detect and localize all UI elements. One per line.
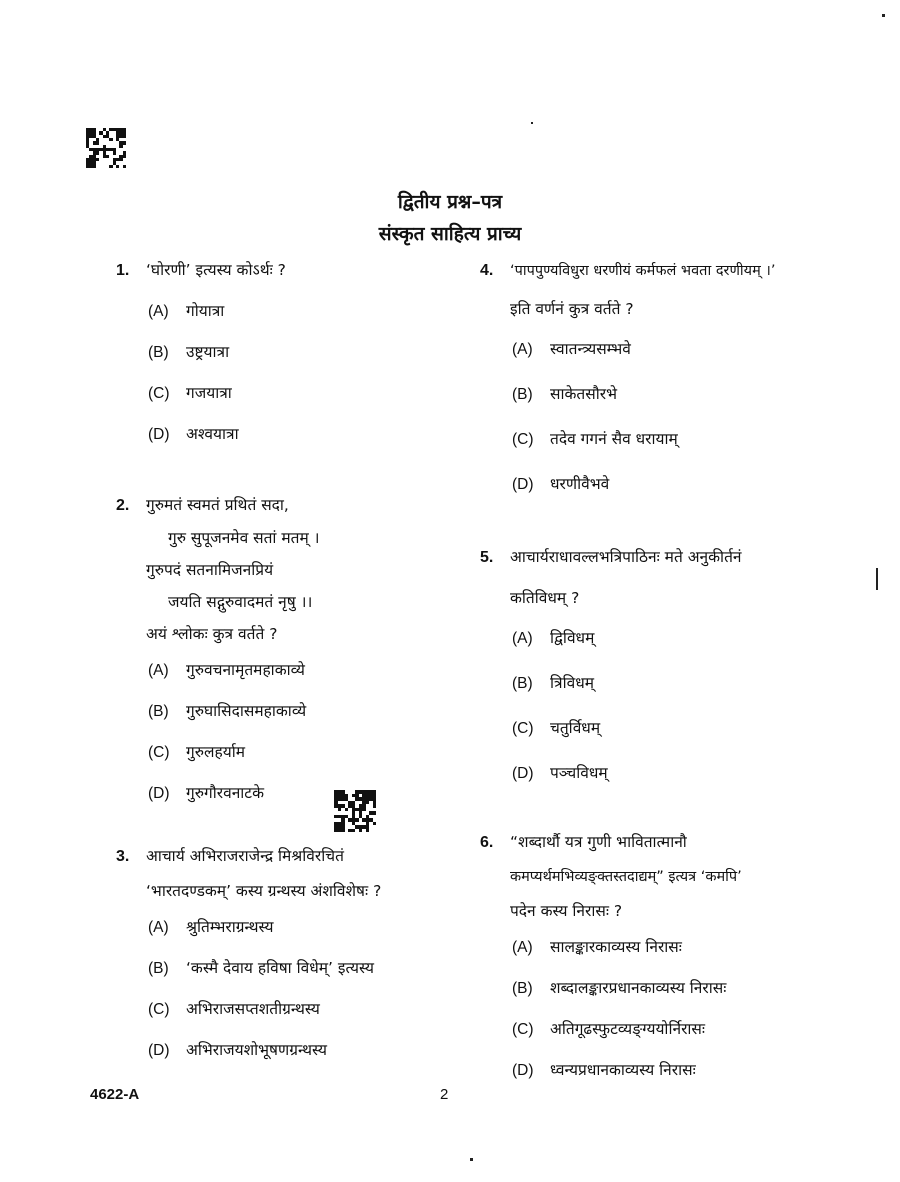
option-b[interactable]: (B) शब्दालङ्कारप्रधानकाव्यस्य निरासः: [512, 979, 727, 997]
question-3: [116, 842, 381, 1065]
option-c[interactable]: (C) अभिराजसप्तशतीग्रन्थस्य: [148, 1000, 320, 1018]
question-number: 6.: [480, 834, 494, 851]
right-column: [480, 256, 775, 1085]
option-b[interactable]: (B) उष्ट्रयात्रा: [148, 343, 230, 361]
question-text: ‘घोरणी’ इत्यस्य कोऽर्थः ?: [146, 261, 286, 279]
question-text: पदेन कस्य निरासः ?: [510, 902, 623, 920]
option-a[interactable]: (A) सालङ्कारकाव्यस्य निरासः: [512, 938, 682, 956]
paper-title: द्वितीय प्रश्न–पत्र: [397, 191, 503, 213]
option-d[interactable]: (D) गुरुगौरवनाटके: [148, 784, 265, 802]
paper-subtitle: संस्कृत साहित्य प्राच्य: [378, 223, 522, 245]
option-b[interactable]: (B) गुरुघासिदासमहाकाव्ये: [148, 702, 307, 720]
question-1: [116, 256, 381, 449]
option-c[interactable]: (C) अतिगूढस्फुटव्यङ्ग्ययोर्निरासः: [512, 1020, 706, 1038]
option-a[interactable]: (A) द्विविधम्: [512, 629, 595, 647]
question-text: अयं श्लोकः कुत्र वर्तते ?: [146, 625, 278, 643]
paper-code: 4622-A: [90, 1086, 140, 1103]
question-number: 5.: [480, 549, 494, 566]
question-2: [116, 491, 381, 808]
question-6: [480, 828, 775, 1085]
question-number: 3.: [116, 848, 130, 865]
page-number: 2: [440, 1086, 449, 1103]
option-b[interactable]: (B) ‘कस्मै देवाय हविषा विधेम्’ इत्यस्य: [148, 959, 375, 977]
qr-module: [123, 165, 126, 168]
question-number: 4.: [480, 262, 494, 279]
scan-speck: [882, 14, 885, 17]
question-number: 2.: [116, 497, 130, 514]
qr-code-top: [86, 128, 126, 168]
verse-line: जयति सद्गुरुवादमतं नृषु ।।: [168, 593, 313, 611]
scan-speck: [470, 1158, 473, 1161]
question-text: ‘भारतदण्डकम्’ कस्य ग्रन्थस्य अंशविशेषः ?: [146, 882, 382, 900]
verse-line: गुरुमतं स्वमतं प्रथितं सदा,: [146, 496, 289, 514]
question-text: आचार्यराधावल्लभत्रिपाठिनः मते अनुकीर्तनं: [510, 548, 742, 566]
option-c[interactable]: (C) तदेव गगनं सैव धरायाम्: [512, 430, 678, 448]
question-text: कतिविधम् ?: [510, 589, 580, 607]
option-a[interactable]: (A) स्वातन्त्र्यसम्भवे: [512, 340, 631, 358]
option-a[interactable]: (A) गोयात्रा: [148, 302, 225, 320]
question-text: “शब्दार्थौ यत्र गुणी भावितात्मानौ: [510, 833, 687, 851]
question-text: इति वर्णनं कुत्र वर्तते ?: [510, 300, 634, 318]
verse-line: गुरु सुपूजनमेव सतां मतम् ।: [168, 529, 320, 547]
option-d[interactable]: (D) अभिराजयशोभूषणग्रन्थस्य: [148, 1041, 328, 1059]
option-d[interactable]: (D) ध्वन्यप्रधानकाव्यस्य निरासः: [512, 1061, 696, 1079]
scan-speck: [876, 568, 878, 590]
option-a[interactable]: (A) श्रुतिम्भराग्रन्थस्य: [148, 918, 274, 936]
option-d[interactable]: (D) अश्वयात्रा: [148, 425, 239, 443]
question-4: [480, 256, 775, 499]
scan-speck: [531, 122, 533, 124]
verse-line: गुरुपदं सतनामिजनप्रियं: [146, 561, 274, 579]
option-b[interactable]: (B) साकेतसौरभे: [512, 385, 617, 403]
question-5: [480, 543, 775, 788]
option-d[interactable]: (D) पञ्चविधम्: [512, 764, 608, 782]
option-d[interactable]: (D) धरणीवैभवे: [512, 475, 610, 493]
question-text: आचार्य अभिराजराजेन्द्र मिश्रविरचितं: [146, 847, 344, 865]
option-a[interactable]: (A) गुरुवचनामृतमहाकाव्ये: [148, 661, 305, 679]
option-c[interactable]: (C) गजयात्रा: [148, 384, 232, 402]
option-c[interactable]: (C) चतुर्विधम्: [512, 719, 601, 737]
question-number: 1.: [116, 262, 130, 279]
left-column: [116, 256, 381, 1065]
option-b[interactable]: (B) त्रिविधम्: [512, 674, 595, 692]
question-text: कमप्यर्थमभिव्यङ्क्तस्तदाद्यम्” इत्यत्र ‘कमपि’: [510, 869, 742, 885]
question-text: ‘पापपुण्यविधुरा धरणीयं कर्मफलं भवता दरणीयम् ।’: [510, 263, 776, 279]
option-c[interactable]: (C) गुरुलहर्याम: [148, 743, 246, 761]
